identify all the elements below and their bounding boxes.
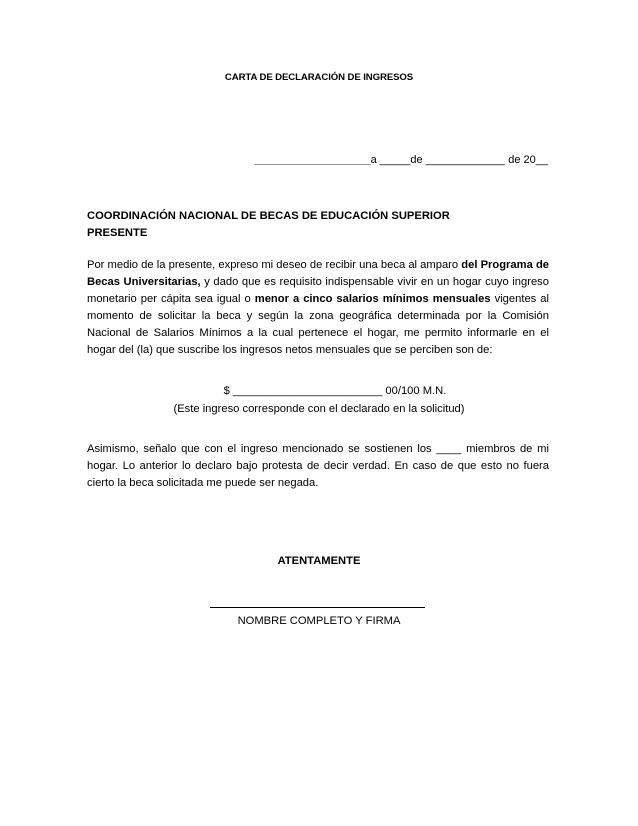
paragraph1-bold-salary: menor a cinco salarios mínimos mensuales (254, 293, 491, 305)
paragraph1-part3: vigentes al momento de solicitar la beca y según la zona geográfica determinada por la Comisión Nacional de Salarios Mínimos a la cual pertenece el hogar, me permito informarle en el hogar del (la) que suscribe los ingresos netos mensuales que se perciben son de: (87, 293, 549, 356)
paragraph1-part2: y dado que es requisito indispensable vivir en un hogar cuyo ingreso monetario per cápita sea igual o (87, 276, 550, 305)
income-amount-line: $ ________________________ 00/100 M.N. (223, 385, 447, 397)
place-blank: ___________________ (254, 154, 371, 166)
closing-atentamente: ATENTAMENTE (277, 555, 361, 567)
income-amount-block (0, 382, 638, 418)
addressee-organization: COORDINACIÓN NACIONAL DE BECAS DE EDUCACIÓN SUPERIOR (87, 210, 450, 222)
addressee (87, 208, 450, 242)
signature-label: NOMBRE COMPLETO Y FIRMA (237, 615, 401, 627)
signature-block (0, 607, 638, 630)
income-amount-note: (Este ingreso corresponde con el declarado en la solicitud) (173, 403, 465, 415)
signature-line (210, 607, 425, 608)
paragraph1-bold-program: del Programa de Becas Universitarias, (87, 259, 550, 288)
addressee-presente: PRESENTE (87, 227, 148, 239)
document-title: CARTA DE DECLARACIÓN DE INGRESOS (224, 72, 414, 83)
declaration-paragraph (87, 257, 549, 359)
paragraph1-part1: Por medio de la presente, expreso mi deseo de recibir una beca al amparo (87, 259, 462, 271)
date-line (254, 154, 548, 166)
date-blanks: a _____de _____________ de 20__ (370, 154, 548, 166)
household-paragraph: Asimismo, señalo que con el ingreso mencionado se sostienen los ____ miembros de mi hogar. Lo anterior lo declaro bajo protesta de decir verdad. En caso de que esto no fuera cierto la beca solicitada me puede ser negada. (87, 443, 549, 489)
